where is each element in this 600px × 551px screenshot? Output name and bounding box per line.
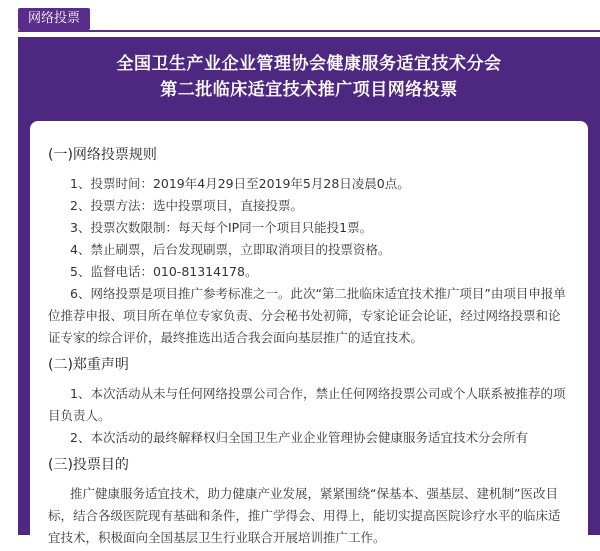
section-heading-declaration: (二)郑重声明 [48, 357, 129, 373]
content-panel [18, 37, 600, 545]
section-heading-rules: (一)网络投票规则 [48, 147, 157, 163]
rule-item: 3、投票次数限制：每天每个IP同一个项目只能投1票。 [70, 220, 373, 235]
purpose-text: 推广健康服务适宜技术，助力健康产业发展，紧紧围绕“保基本、强基层、建机制”医改目标，结合各级医院现有基础和条件，推广学得会、用得上，能切实提高医院诊疗水平的临床适宜技术，积极面向全国基层卫生行业联合开展培训推广工作。 [48, 486, 561, 545]
declaration-item: 2、本次活动的最终解释权归全国卫生产业企业管理协会健康服务适宜技术分会所有 [70, 430, 528, 445]
rule-item: 4、禁止刷票，后台发现刷票，立即取消项目的投票资格。 [70, 242, 391, 257]
section-heading-purpose: (三)投票目的 [48, 457, 129, 473]
rules-card [30, 121, 588, 551]
page-title [18, 51, 600, 103]
declaration-item: 1、本次活动从未与任何网络投票公司合作，禁止任何网络投票公司或个人联系被推荐的项目负责人。 [48, 386, 566, 423]
header-tab [0, 0, 600, 37]
tab-label: 网络投票 [18, 8, 90, 30]
rule-item: 1、投票时间：2019年4月29日至2019年5月28日凌晨0点。 [70, 176, 410, 191]
rule-item-6: 6、网络投票是项目推广参考标准之一。此次“第二批临床适宜技术推广项目”由项目申报单位推荐申报、项目所在单位专家负责、分会秘书处初筛，专家论证会论证，经过网络投票和论证专家的综合评价，最终推选出适合我会面向基层推广的适宜技术。 [48, 286, 566, 345]
tab-divider [18, 30, 600, 32]
title-line-1: 全国卫生产业企业管理协会健康服务适宜技术分会 [116, 54, 502, 74]
rule-item: 2、投票方法：选中投票项目，直接投票。 [70, 198, 303, 213]
rule-item: 5、监督电话：010-81314178。 [70, 264, 258, 279]
title-line-2: 第二批临床适宜技术推广项目网络投票 [160, 80, 458, 100]
